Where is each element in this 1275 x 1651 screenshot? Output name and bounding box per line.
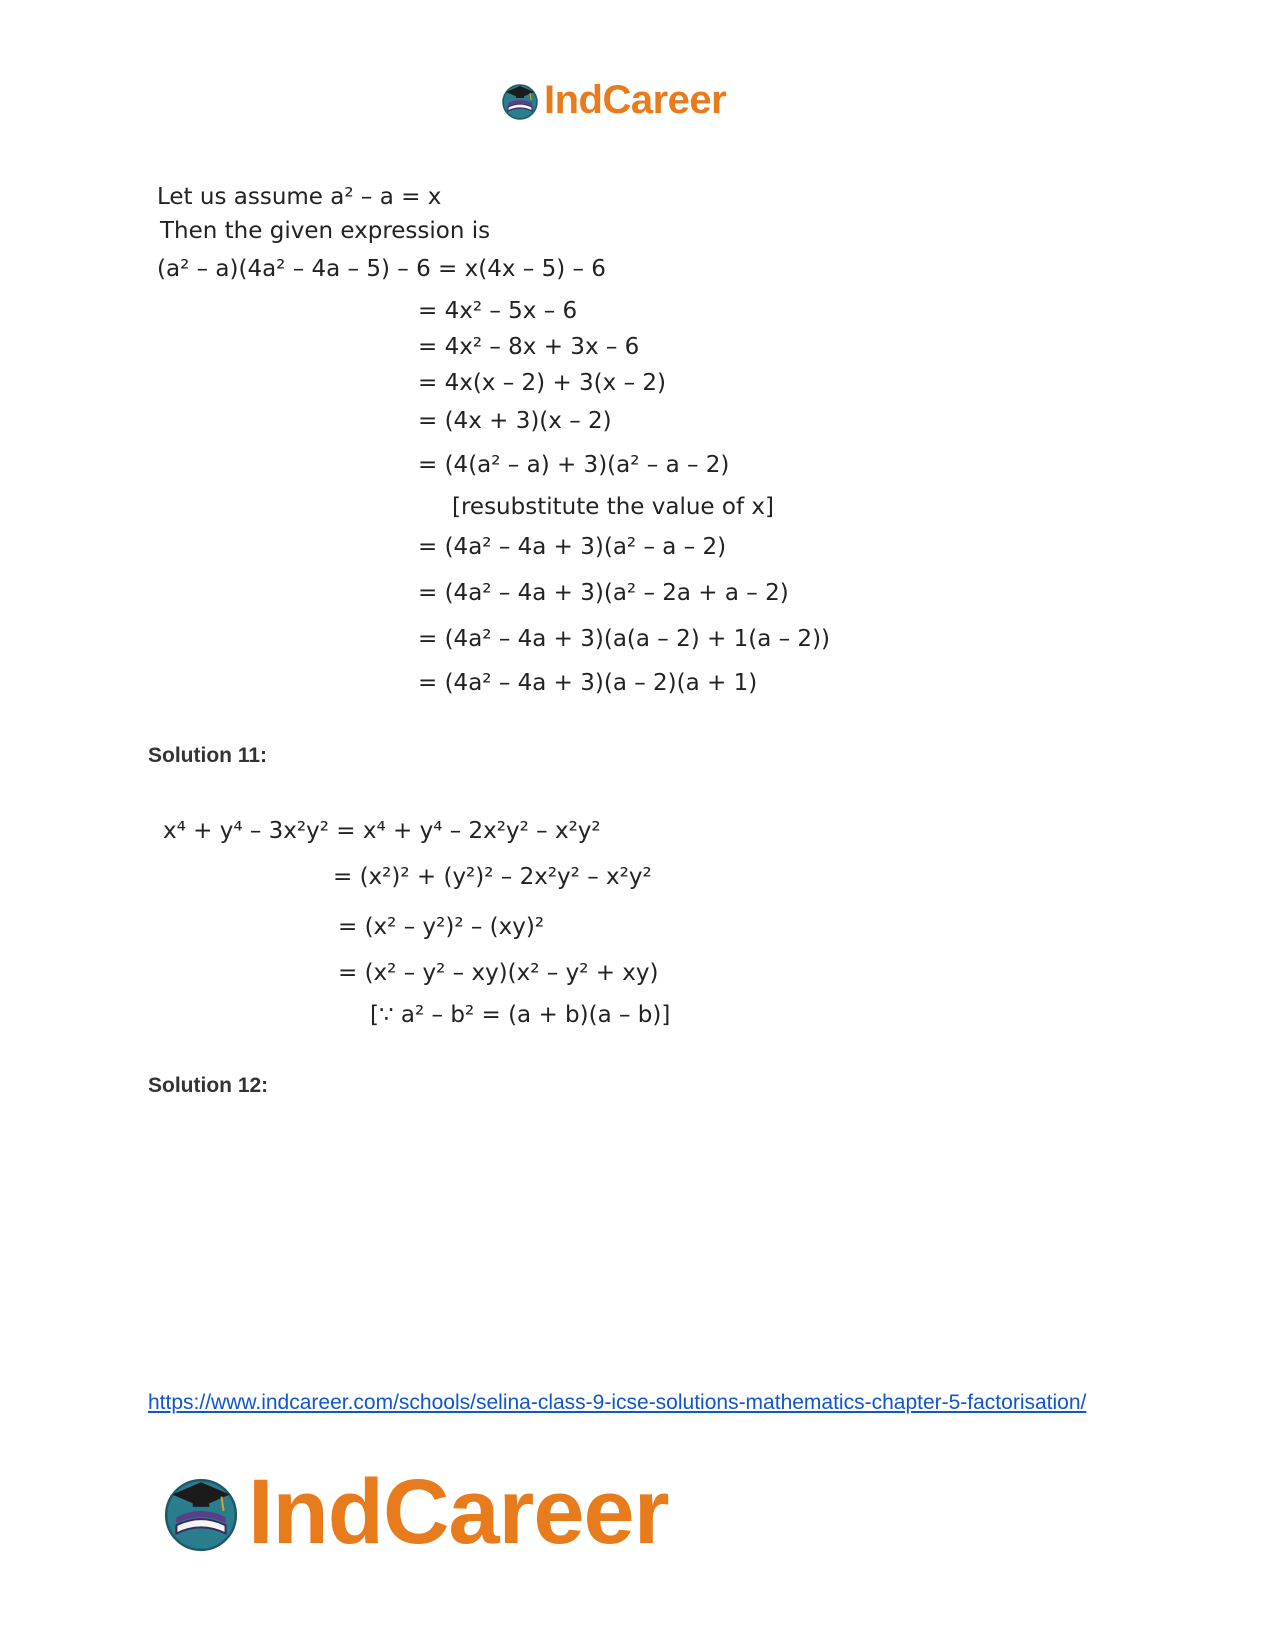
- math-line: = (4(a² – a) + 3)(a² – a – 2): [418, 452, 730, 478]
- math-line: = (4a² – 4a + 3)(a(a – 2) + 1(a – 2)): [418, 626, 831, 652]
- math-line: = (4a² – 4a + 3)(a – 2)(a + 1): [418, 670, 758, 696]
- math-note: [∵ a² – b² = (a + b)(a – b)]: [370, 1002, 671, 1028]
- math-line: = 4x² – 5x – 6: [418, 298, 578, 324]
- math-line: = (x² – y²)² – (xy)²: [338, 914, 545, 940]
- math-line: x⁴ + y⁴ – 3x²y² = x⁴ + y⁴ – 2x²y² – x²y²: [163, 818, 601, 844]
- graduation-cap-book-globe-icon: [160, 1472, 242, 1554]
- header-logo: [500, 78, 726, 123]
- math-note: [resubstitute the value of x]: [452, 494, 774, 520]
- math-line: = 4x(x – 2) + 3(x – 2): [418, 370, 666, 396]
- solution-11-heading: Solution 11:: [148, 744, 268, 767]
- math-line: Then the given expression is: [160, 218, 491, 244]
- footer-logo: [160, 1460, 669, 1565]
- math-line: Let us assume a² – a = x: [157, 184, 442, 210]
- math-line: = (x²)² + (y²)² – 2x²y² – x²y²: [333, 864, 652, 890]
- logo-wordmark: IndCareer: [248, 1461, 669, 1563]
- graduation-cap-book-globe-icon: [500, 81, 540, 121]
- solution-12-heading: Solution 12:: [148, 1074, 269, 1097]
- math-line: = 4x² – 8x + 3x – 6: [418, 334, 640, 360]
- math-line: = (4a² – 4a + 3)(a² – 2a + a – 2): [418, 580, 789, 606]
- math-line: = (x² – y² – xy)(x² – y² + xy): [338, 960, 659, 986]
- math-line: = (4a² – 4a + 3)(a² – a – 2): [418, 534, 727, 560]
- math-line: (a² – a)(4a² – 4a – 5) – 6 = x(4x – 5) – 6: [157, 256, 606, 282]
- logo-wordmark: IndCareer: [544, 78, 727, 122]
- math-line: = (4x + 3)(x – 2): [418, 408, 612, 434]
- source-link[interactable]: https://www.indcareer.com/schools/selina-class-9-icse-solutions-mathematics-chapter-5-factorisation/: [148, 1391, 1087, 1414]
